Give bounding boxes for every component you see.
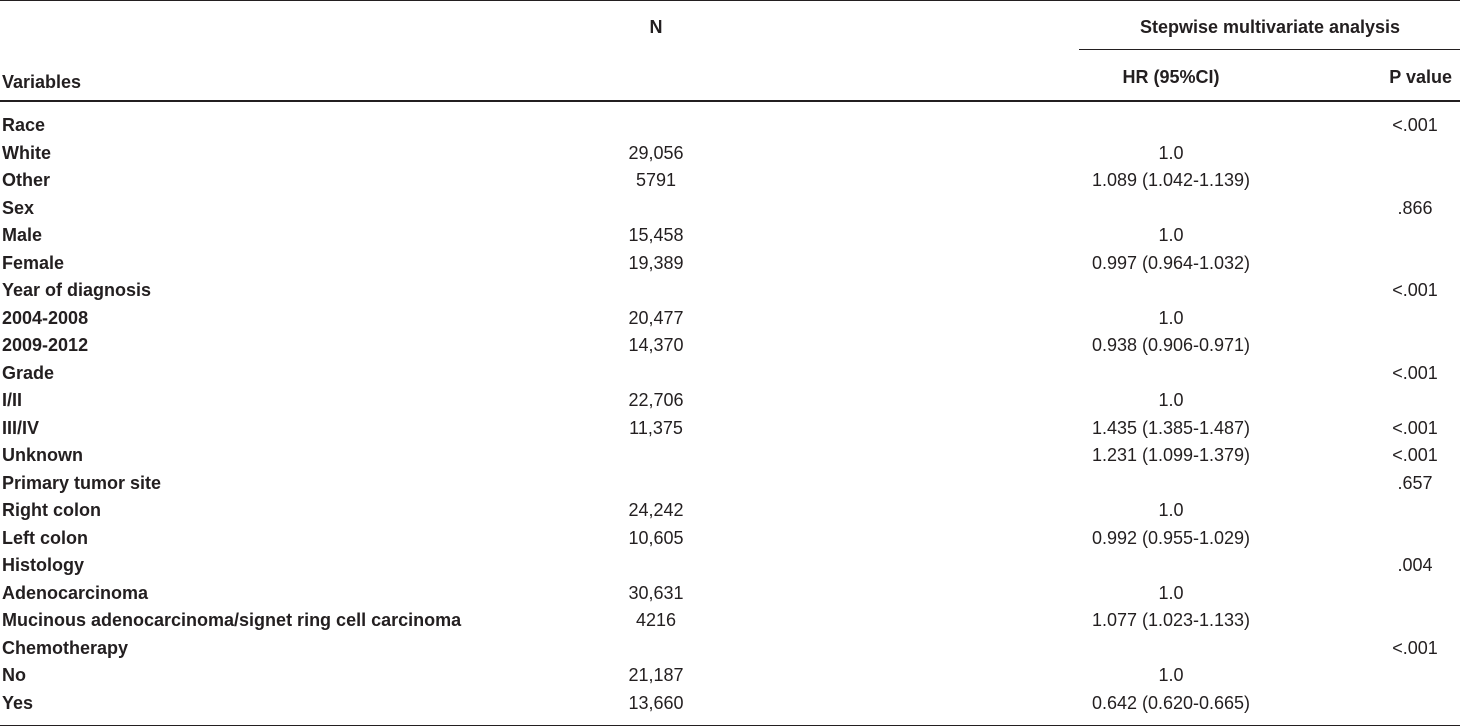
row-variable: Year of diagnosis xyxy=(2,280,152,300)
row-p-value: <.001 xyxy=(1392,280,1438,300)
table-row xyxy=(0,415,1460,443)
row-hr: 1.0 xyxy=(1158,142,1184,163)
row-hr: 1.231 (1.099-1.379) xyxy=(1091,445,1251,465)
table-row xyxy=(0,552,1460,580)
row-variable: Female xyxy=(2,252,65,273)
table-row xyxy=(0,305,1460,333)
row-hr: 1.089 (1.042-1.139) xyxy=(1091,170,1251,190)
row-n: 4216 xyxy=(635,610,677,630)
row-hr: 0.992 (0.955-1.029) xyxy=(1091,527,1251,548)
column-header-hr: HR (95%CI) xyxy=(1122,67,1220,87)
row-variable: Primary tumor site xyxy=(2,472,162,493)
row-n: 21,187 xyxy=(628,665,684,685)
row-n: 24,242 xyxy=(628,500,684,520)
column-header-n: N xyxy=(649,17,663,37)
row-variable: Adenocarcinoma xyxy=(2,582,149,603)
row-hr: 0.642 (0.620-0.665) xyxy=(1091,692,1251,713)
table-row xyxy=(0,167,1460,195)
row-variable: Race xyxy=(2,115,46,135)
row-variable: Yes xyxy=(2,692,34,713)
row-n: 10,605 xyxy=(628,527,684,548)
row-hr: 1.0 xyxy=(1158,307,1184,328)
row-variable: Other xyxy=(2,170,51,190)
table-row xyxy=(0,580,1460,608)
row-n: 11,375 xyxy=(629,417,683,438)
row-hr: 1.0 xyxy=(1158,665,1184,685)
row-n: 29,056 xyxy=(628,142,684,163)
row-variable: White xyxy=(2,142,51,163)
table-row xyxy=(0,222,1460,250)
row-variable: I/II xyxy=(2,390,23,410)
row-variable: Unknown xyxy=(2,445,83,465)
row-p-value: .866 xyxy=(1397,197,1433,218)
group-header-rule xyxy=(1079,49,1460,50)
row-n: 15,458 xyxy=(628,225,684,245)
row-p-value: <.001 xyxy=(1392,637,1438,658)
row-hr: 0.997 (0.964-1.032) xyxy=(1091,252,1251,273)
row-p-value: <.001 xyxy=(1392,417,1438,438)
row-n: 19,389 xyxy=(628,252,684,273)
table-row xyxy=(0,635,1460,663)
row-n: 20,477 xyxy=(628,307,684,328)
table-row xyxy=(0,277,1460,305)
row-n: 14,370 xyxy=(628,335,684,355)
row-variable: 2004-2008 xyxy=(2,307,89,328)
row-p-value: <.001 xyxy=(1392,445,1438,465)
row-variable: 2009-2012 xyxy=(2,335,89,355)
row-variable: Right colon xyxy=(2,500,101,520)
row-n: 13,660 xyxy=(628,692,684,713)
table-row xyxy=(0,360,1460,388)
table-row xyxy=(0,662,1460,690)
table-row xyxy=(0,112,1460,140)
table-top-rule xyxy=(0,0,1460,1)
column-group-header: Stepwise multivariate analysis xyxy=(1139,17,1401,37)
row-variable: Male xyxy=(2,225,43,245)
row-hr: 1.435 (1.385-1.487) xyxy=(1091,417,1251,438)
table-row xyxy=(0,332,1460,360)
row-p-value: <.001 xyxy=(1392,362,1438,383)
row-p-value: .004 xyxy=(1397,555,1433,575)
table-row xyxy=(0,442,1460,470)
table-row xyxy=(0,525,1460,553)
row-n: 5791 xyxy=(635,170,677,190)
row-hr: 1.0 xyxy=(1158,582,1184,603)
table-bottom-rule xyxy=(0,725,1460,726)
row-variable: Chemotherapy xyxy=(2,637,129,658)
table-row xyxy=(0,140,1460,168)
row-n: 22,706 xyxy=(628,390,684,410)
table-row xyxy=(0,250,1460,278)
column-header-variables: Variables xyxy=(2,72,82,92)
table-row xyxy=(0,607,1460,635)
row-hr: 1.077 (1.023-1.133) xyxy=(1091,610,1251,630)
column-header-p-value: P value xyxy=(1389,67,1452,87)
row-p-value: .657 xyxy=(1397,472,1433,493)
row-variable: Left colon xyxy=(2,527,88,548)
row-hr: 1.0 xyxy=(1158,390,1184,410)
table-row xyxy=(0,690,1460,718)
header-rule xyxy=(0,100,1460,102)
table-row xyxy=(0,470,1460,498)
row-variable: Sex xyxy=(2,197,35,218)
row-variable: Histology xyxy=(2,555,85,575)
table-row xyxy=(0,195,1460,223)
table-row xyxy=(0,387,1460,415)
row-hr: 1.0 xyxy=(1158,500,1184,520)
row-hr: 0.938 (0.906-0.971) xyxy=(1091,335,1251,355)
table-row xyxy=(0,497,1460,525)
row-p-value: <.001 xyxy=(1392,115,1438,135)
table-body xyxy=(0,112,1460,717)
row-hr: 1.0 xyxy=(1158,225,1184,245)
row-variable: III/IV xyxy=(2,417,40,438)
row-variable: No xyxy=(2,665,26,685)
row-variable: Grade xyxy=(2,362,55,383)
row-n: 30,631 xyxy=(628,582,684,603)
row-variable: Mucinous adenocarcinoma/signet ring cell carcinoma xyxy=(2,610,462,630)
